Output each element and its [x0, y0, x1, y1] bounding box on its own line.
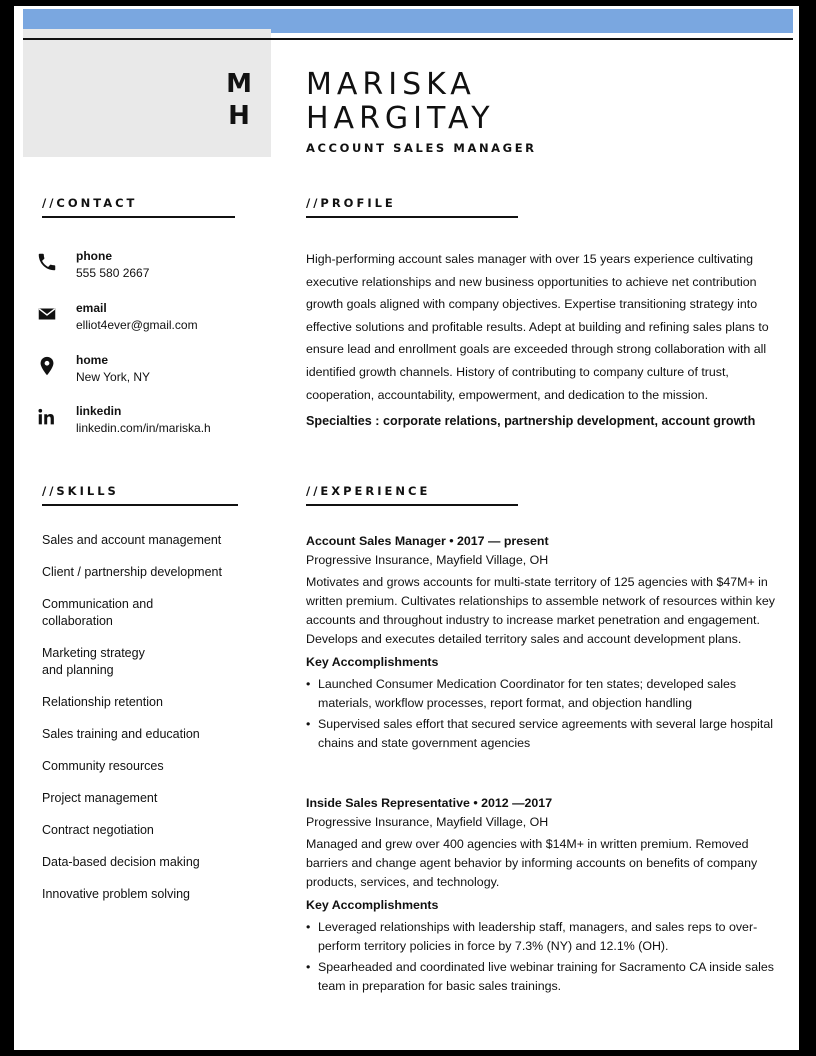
- last-name: HARGITAY: [306, 101, 495, 136]
- position-description: Motivates and grows accounts for multi-state territory of 125 agencies with $47M+ in written premium. Cultivates relationships to assemble network of resources within key accounts and throughout industry to increase market penetration and engagement. Develops and executes detailed territory sales and account development plans.: [306, 575, 775, 646]
- experience-entry: [306, 794, 776, 998]
- accomplishment-list: [306, 675, 776, 753]
- skill-item: Relationship retention: [42, 695, 163, 709]
- accomplishment-item: • Spearheaded and coordinated live webinar training for Sacramento CA inside sales team in preparation for basic sales trainings.: [306, 958, 776, 996]
- contact-label: linkedin: [76, 404, 122, 418]
- skill-item: Sales training and education: [42, 727, 200, 741]
- contact-label: home: [76, 353, 109, 367]
- location-pin-icon: [36, 355, 58, 377]
- skill-item: Communication and collaboration: [42, 597, 154, 628]
- skill-item: Data-based decision making: [42, 855, 200, 869]
- job-title: ACCOUNT SALES MANAGER: [306, 141, 537, 155]
- contact-value: 555 580 2667: [76, 266, 150, 280]
- linkedin-icon: [36, 406, 58, 428]
- position-title: Inside Sales Representative • 2012 —2017: [306, 796, 553, 810]
- contact-value: elliot4ever@gmail.com: [76, 318, 198, 332]
- monogram-first: M: [226, 69, 252, 99]
- contact-value: New York, NY: [76, 370, 151, 384]
- phone-icon: [36, 251, 58, 273]
- skill-item: Sales and account management: [42, 533, 222, 547]
- monogram: [214, 68, 264, 132]
- profile-heading: //PROFILE: [306, 196, 396, 210]
- candidate-name: [306, 68, 495, 136]
- key-accomplishments-label: Key Accomplishments: [306, 655, 439, 669]
- key-accomplishments-label: Key Accomplishments: [306, 898, 439, 912]
- skill-item: Project management: [42, 791, 158, 805]
- accomplishment-item: • Launched Consumer Medication Coordinator for ten states; developed sales materials, workflow processes, report format, and objection handling: [306, 675, 776, 713]
- skill-item: Client / partnership development: [42, 565, 222, 579]
- accomplishment-item: • Supervised sales effort that secured service agreements with several large hospital chains and state government agencies: [306, 715, 776, 753]
- contact-label: phone: [76, 249, 112, 263]
- skill-item: Community resources: [42, 759, 164, 773]
- email-icon: [36, 303, 58, 325]
- skills-list: [42, 532, 252, 918]
- monogram-second: H: [228, 101, 250, 131]
- contact-value: linkedin.com/in/mariska.h: [76, 421, 211, 435]
- experience-entry: [306, 532, 776, 755]
- contact-heading: //CONTACT: [42, 196, 138, 210]
- contact-divider: [42, 216, 235, 218]
- resume-page: [14, 6, 799, 1050]
- profile-summary: High-performing account sales manager with over 15 years experience cultivating executive relationships and new business opportunities to achieve net contribution growth goals aligned with company objectives. Expertise transitioning strategy into effective solutions and profitable results. Adept at building and refining sales plans to ensure lead and enrollment goals are exceeded through strong collaboration with all identified growth channels. History of contributing to company culture of trust, cooperation, accountability, empowerment, and dedication to the mission.: [306, 252, 769, 402]
- accomplishment-item: • Leveraged relationships with leadership staff, managers, and sales reps to over-perform territory policies in force by 7.3% (NY) and 12.1% (OH).: [306, 918, 776, 956]
- skill-item: Marketing strategy and planning: [42, 646, 145, 677]
- contact-label: email: [76, 301, 107, 315]
- company: Progressive Insurance, Mayfield Village, OH: [306, 815, 549, 829]
- skill-item: Innovative problem solving: [42, 887, 190, 901]
- header-divider: [23, 38, 793, 40]
- first-name: MARISKA: [306, 67, 476, 102]
- experience-heading: //EXPERIENCE: [306, 484, 431, 498]
- company: Progressive Insurance, Mayfield Village, OH: [306, 553, 549, 567]
- skills-heading: //SKILLS: [42, 484, 119, 498]
- skill-item: Contract negotiation: [42, 823, 154, 837]
- skills-divider: [42, 504, 238, 506]
- position-description: Managed and grew over 400 agencies with $14M+ in written premium. Removed barriers and change agent behavior by informing accounts on benefits of company products, services, and technology.: [306, 837, 758, 889]
- experience-divider: [306, 504, 518, 506]
- profile-divider: [306, 216, 518, 218]
- position-title: Account Sales Manager • 2017 — present: [306, 534, 549, 548]
- accomplishment-list: [306, 918, 776, 996]
- specialties: Specialties : corporate relations, partnership development, account growth: [306, 414, 756, 428]
